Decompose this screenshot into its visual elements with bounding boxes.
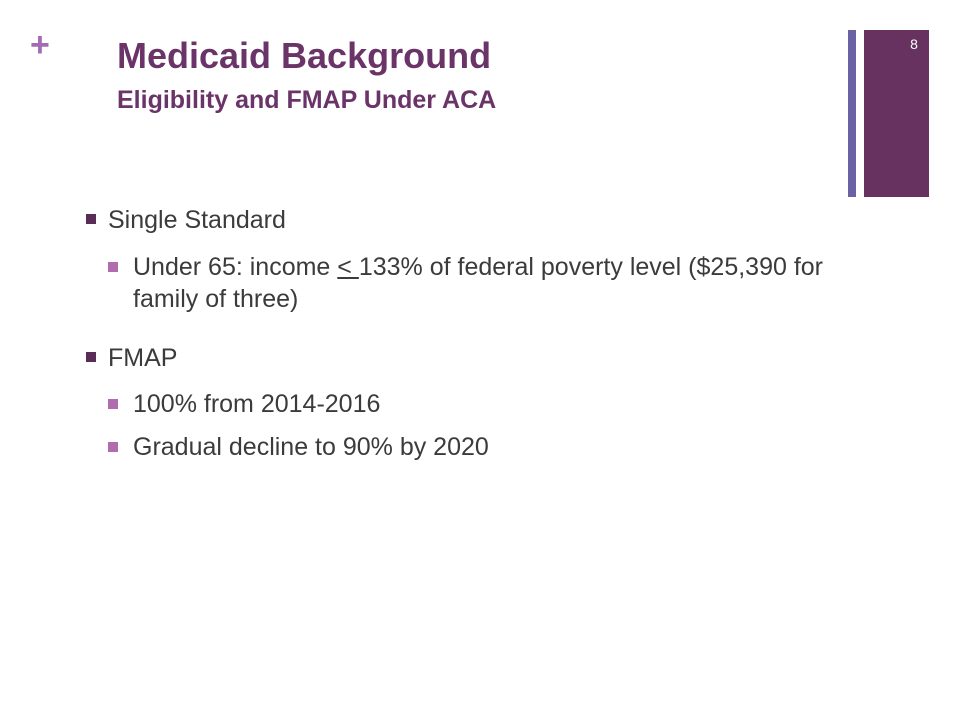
less-or-equal-symbol: < bbox=[337, 253, 359, 281]
slide-title: Medicaid Background bbox=[117, 35, 492, 76]
square-bullet-icon bbox=[108, 262, 118, 272]
bullet-fmap bbox=[86, 343, 846, 373]
square-bullet-icon bbox=[108, 399, 118, 409]
slide-subtitle: Eligibility and FMAP Under ACA bbox=[117, 86, 497, 114]
fmap-item: 100% from 2014-2016 bbox=[133, 390, 381, 418]
square-bullet-icon bbox=[86, 352, 96, 362]
square-bullet-icon bbox=[86, 214, 96, 224]
fmap-item: Gradual decline to 90% by 2020 bbox=[133, 433, 489, 461]
income-prefix: Under 65: income bbox=[133, 253, 338, 281]
bullet-label: Single Standard bbox=[108, 206, 286, 234]
sub-bullet-income bbox=[108, 251, 846, 315]
bullet-single-standard bbox=[86, 205, 846, 235]
decorative-bar-wide bbox=[864, 30, 929, 197]
bullet-list bbox=[86, 205, 846, 463]
sub-bullet-fmap-1 bbox=[108, 388, 846, 420]
income-suffix: 133% of federal poverty level ($25,390 for family of three) bbox=[133, 253, 824, 313]
slide-number: 8 bbox=[910, 36, 918, 52]
bullet-label: FMAP bbox=[108, 344, 178, 372]
decorative-bar-thin bbox=[848, 30, 856, 197]
sub-bullet-fmap-2 bbox=[108, 431, 846, 463]
plus-icon: + bbox=[30, 26, 50, 64]
square-bullet-icon bbox=[108, 442, 118, 452]
